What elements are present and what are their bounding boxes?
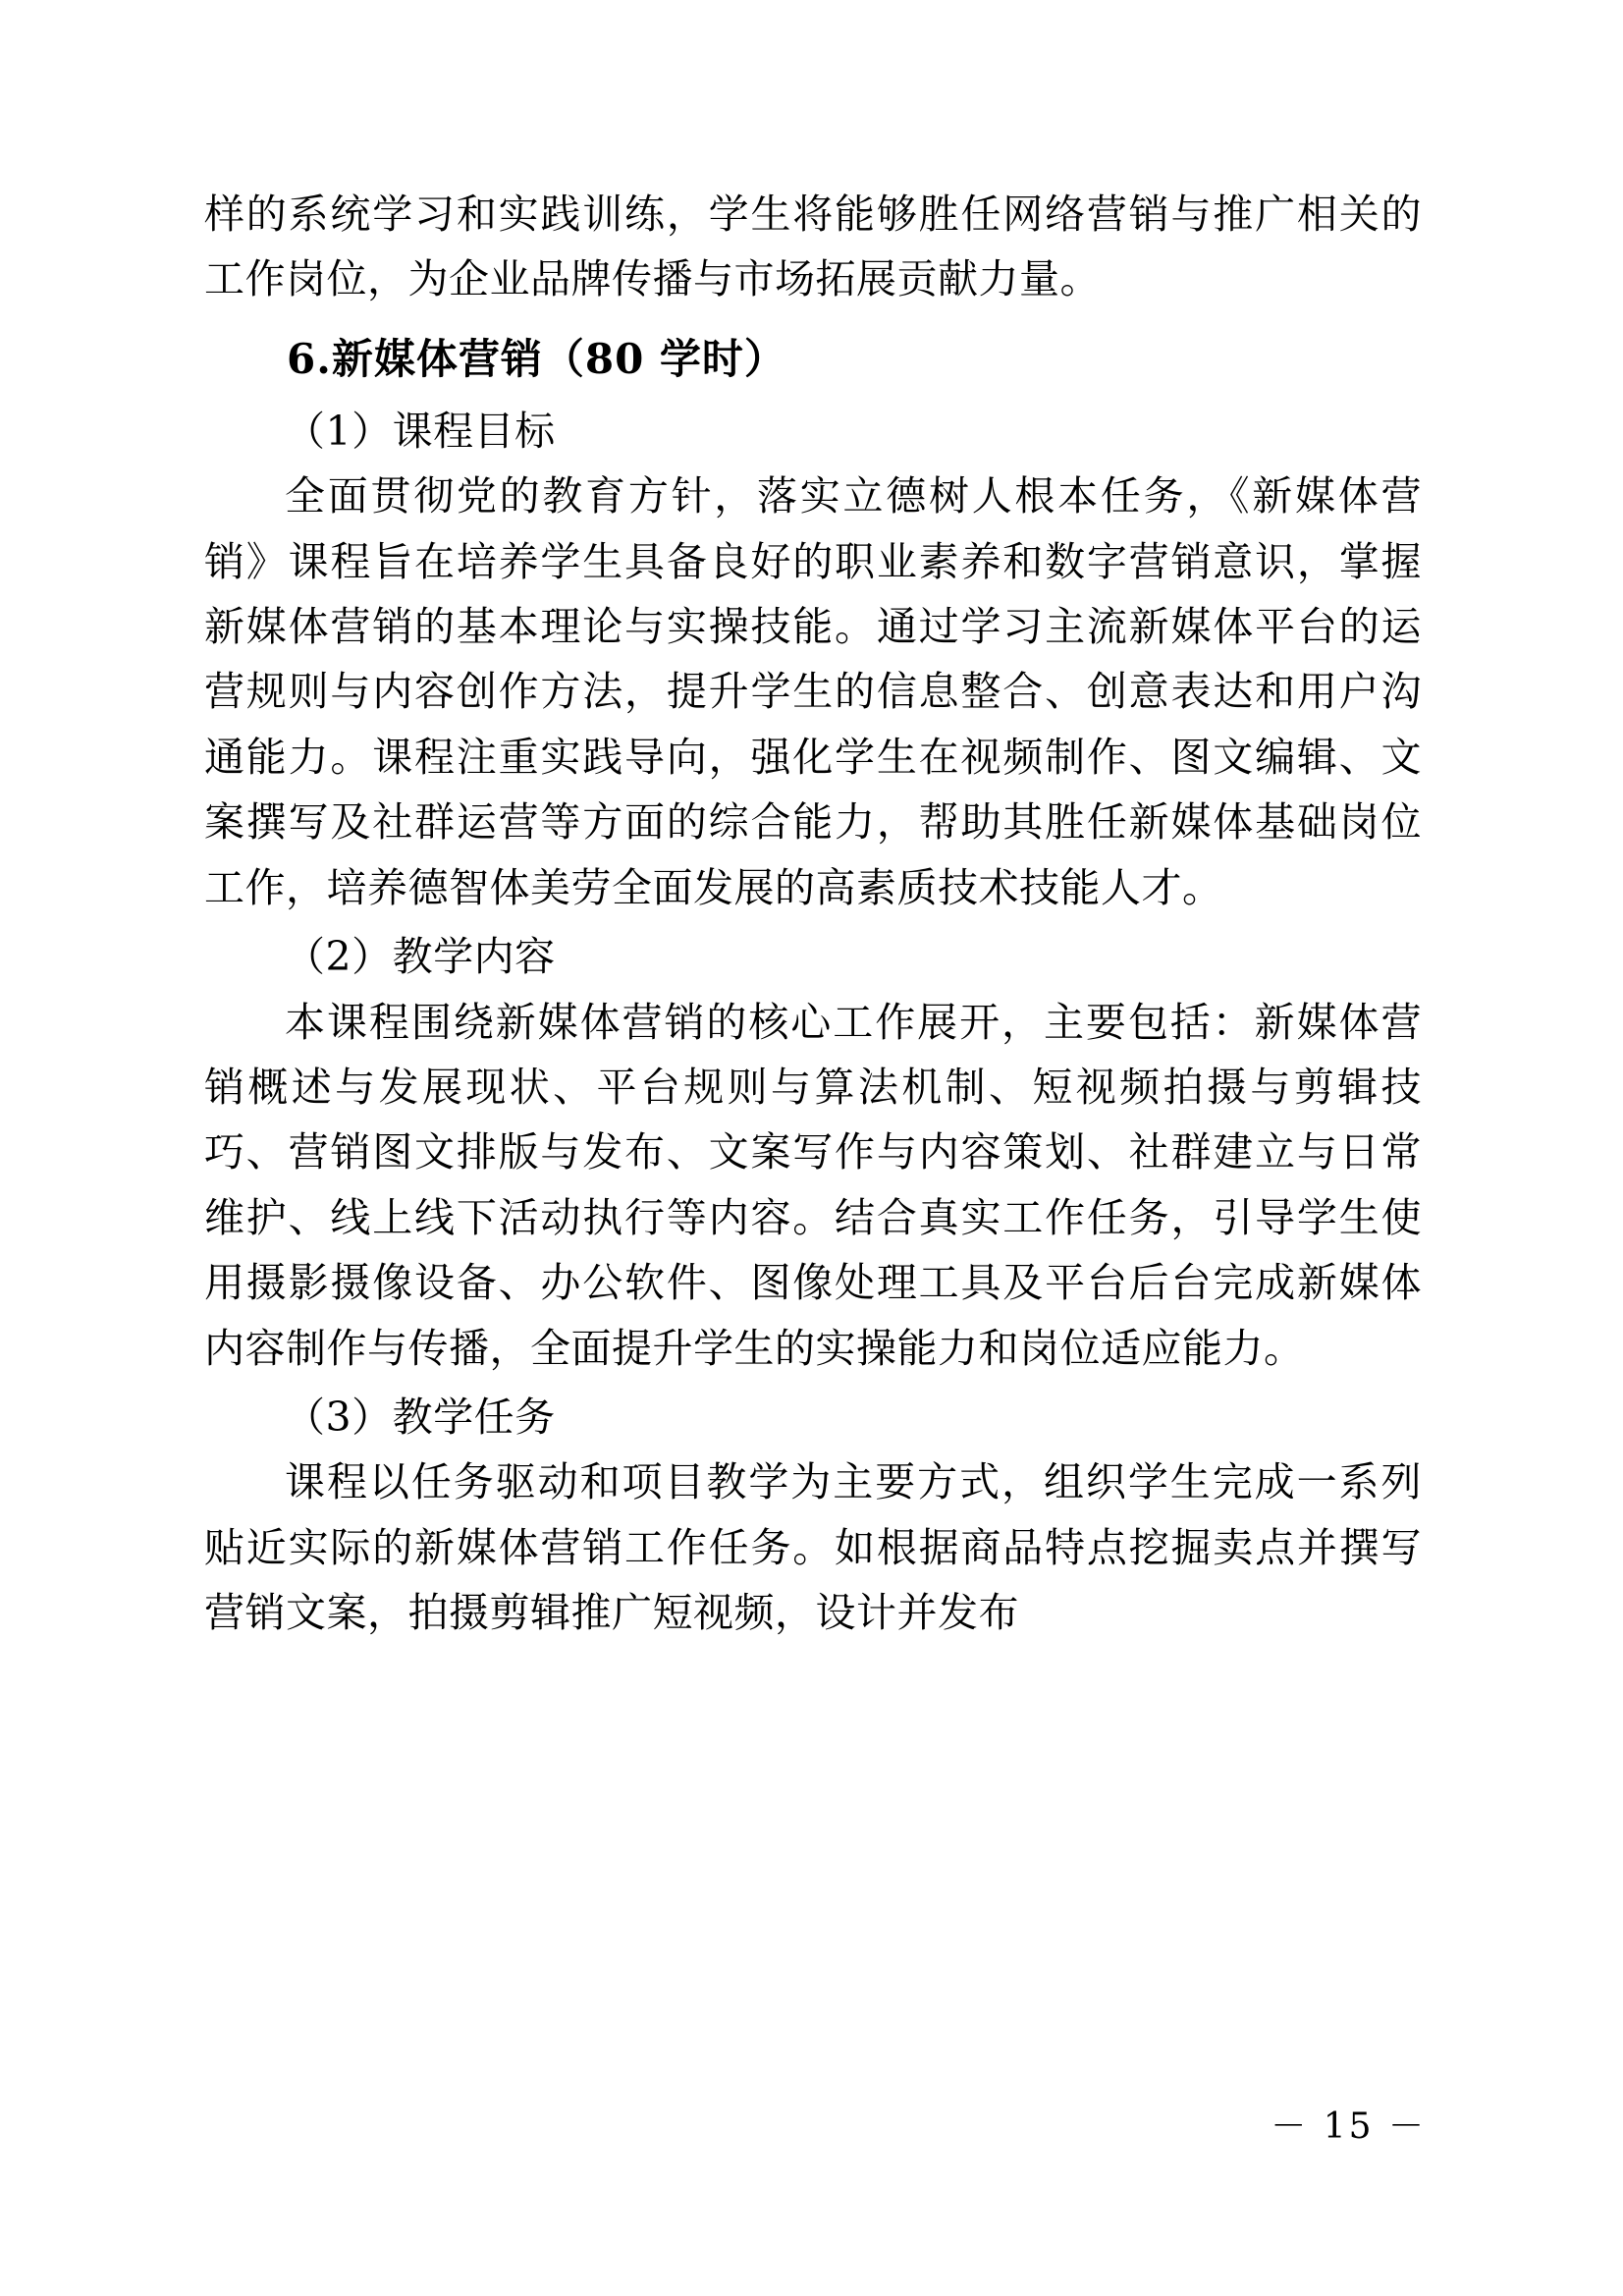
page-number: － 15 － bbox=[1271, 2106, 1427, 2147]
subheading-teaching-task: （3）教学任务 bbox=[285, 1393, 556, 1441]
paragraph-continued: 样的系统学习和实践训练，学生将能够胜任网络营销与推广相关的工作岗位，为企业品牌传播与市场拓展贡献力量。 bbox=[204, 191, 1422, 303]
paragraph-course-objective: 全面贯彻党的教育方针，落实立德树人根本任务，《新媒体营销》课程旨在培养学生具备良好的职业素养和数字营销意识，掌握新媒体营销的基本理论与实操技能。通过学习主流新媒体平台的运营规则与内容创作方法，提升学生的信息整合、创意表达和用户沟通能力。课程注重实践导向，强化学生在视频制作、图文编辑、文案撰写及社群运营等方面的综合能力，帮助其胜任新媒体基础岗位工作，培养德智体美劳全面发展的高素质技术技能人才。 bbox=[204, 472, 1422, 911]
page-content bbox=[204, 182, 1422, 1646]
paragraph-teaching-content: 本课程围绕新媒体营销的核心工作展开，主要包括：新媒体营销概述与发展现状、平台规则与算法机制、短视频拍摄与剪辑技巧、营销图文排版与发布、文案写作与内容策划、社群建立与日常维护、线上线下活动执行等内容。结合真实工作任务，引导学生使用摄影摄像设备、办公软件、图像处理工具及平台后台完成新媒体内容制作与传播，全面提升学生的实操能力和岗位适应能力。 bbox=[204, 998, 1422, 1372]
paragraph-teaching-task: 课程以任务驱动和项目教学为主要方式，组织学生完成一系列贴近实际的新媒体营销工作任务。如根据商品特点挖掘卖点并撰写营销文案，拍摄剪辑推广短视频，设计并发布 bbox=[204, 1458, 1422, 1637]
subheading-teaching-content: （2）教学内容 bbox=[285, 933, 556, 981]
section-heading-6: 6.新媒体营销（80 学时） bbox=[287, 334, 786, 383]
subheading-course-objective: （1）课程目标 bbox=[285, 407, 556, 455]
